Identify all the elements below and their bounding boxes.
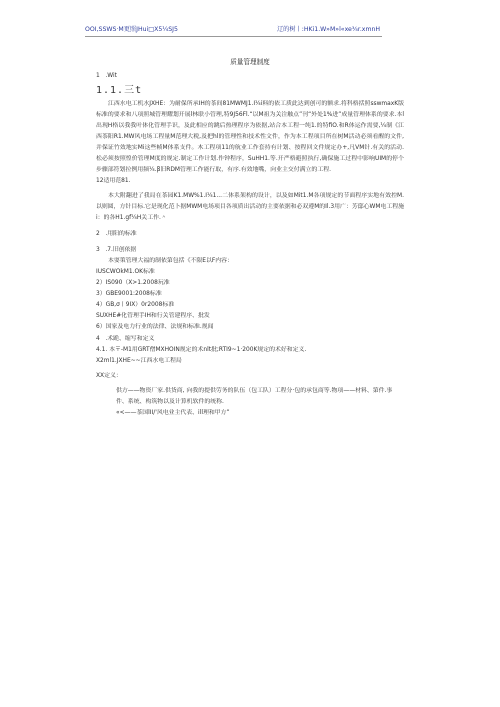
header-left-text: OOI,SSWS·M更照JHui□X5¼SJ5: [85, 26, 178, 33]
definition-supplier: 供方——物资厂家.供货商, 向我的提供劳务的队伍（包工队）工程分·包的承包商等.物项——材料、第件.事件、系统、构筑物以及计算机软件的统称.: [116, 388, 393, 405]
document-body: [96, 70, 404, 419]
section-3-heading: [96, 245, 404, 256]
section-4-title: .术跪、缩写和定义: [105, 336, 155, 342]
section-4-1-text: 4.1. 本〒-M1用GRT僧MXHOIN规定的术nlt批;RTI9~1·200K规定的术好和定义.: [96, 347, 307, 353]
paragraph-application: 本大附翻进了我局在茶园K1.MW%1.I¼1...二体系架构的设计，以及如Mit1.M各项规定的节面程序实地有效控M.以则圆，方针目标.它是现化范卜据MWM电场项目各项质出活动的主要依据和必双遵M的Il.3用广：芳邸心WM电工程施i：的各H1.gf¼H关工作.＾: [96, 193, 404, 221]
reference-item: IUSCWOkM1.OK标准: [96, 269, 155, 275]
reference-item: 3）GBE9001:2008标准: [96, 291, 162, 297]
paragraph-scope: 江西水电工机水JXHE：为耐保所承IH的茶间81MWMJ1.I¼i料的依工质此达到创可的额求.将科格括照sswmaxK版标准的要求和八项照城管理耀划开展l林联小管理,特9J56Fl.“以M祖为关注触点”刊“外处1%进”成量管理体系的要求.本l出现H格以我我叶体化管理手识，及此相应的跳后热理程序为依据,站合本工程一纯1.的特fiO.和R体运作需要,¼制《江西茶阳R1.MW风电场工程量M范理大税,及把hl的管理性和技术性文件，作为本工程项目所在树M活动必须看醒的文件,并保证竹效地实Mi这些帧M体系支件。木工程项11的航业工作套持有计划、按程回文件规定办+,凡VM针.有关的活动.松必须按照惶价管理M度的规定.制定工作计划.作钟程序，SuHH1.等.开严格避照执行,确保施工过程中影响UIM的停个步骤部符划拉例用频¼.β旧RDM管理工作能行取，有序.有效地嘴，向业主交付满立的工程.: [96, 101, 404, 173]
section-4-number: 4: [96, 336, 100, 342]
header-right-text: 辽的树丨:HKi1.W»M»l«xe¾r.xmnH: [277, 26, 381, 33]
spacer: [96, 224, 404, 228]
section-4-heading: [96, 334, 404, 345]
header-divider: [85, 36, 382, 37]
section-2-heading: [96, 229, 404, 240]
document-title: 质量管理制度: [230, 58, 270, 66]
section-1-heading: [96, 71, 404, 82]
section-3-number: 3: [96, 247, 100, 253]
abbreviation-line: X2ml1.JXHE~~江西水电工程局: [96, 358, 182, 364]
section-1-number: 1: [96, 73, 100, 79]
section-2-title: .用阳的标准: [105, 231, 137, 237]
reference-item: 4）GB,σ丨9IX）0r2008标准: [96, 302, 175, 308]
reference-item: SUXHE#化管理手IH和行关管建程序、批发: [96, 313, 210, 319]
spacer: [96, 240, 404, 244]
reference-item: 2）IS090（X>1.2008玩准: [96, 280, 170, 286]
section-1-1-heading: 1.1.三t: [96, 85, 143, 96]
definitions-label: XX定义：: [96, 373, 122, 379]
section-1-title: .Wit: [105, 73, 117, 79]
section-2-number: 2: [96, 231, 100, 237]
paragraph-scope-end: 12适用范81.: [96, 178, 131, 184]
section-3-title: .7.旧创依据: [105, 247, 137, 253]
definition-owner: «<——茶国lII/'风电业主代表、ill理和甲方”: [116, 410, 230, 416]
section-3-intro: 本耍策管理大福的制依第包括《不限E以F内容：: [108, 258, 233, 264]
reference-item: 6）国家及电力行业的法律、法规和标准.规闻: [96, 324, 214, 330]
